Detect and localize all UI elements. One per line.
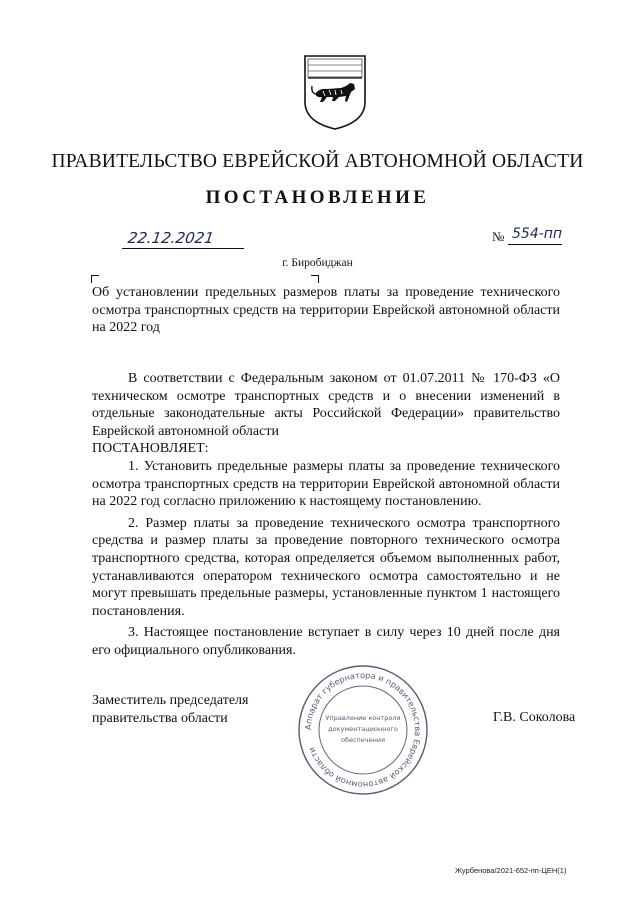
list-item: 1. Установить предельные размеры платы за проведение технического осмотра транспортных средств на территории Еврейской автономной области на 2022 год согласно приложению к настоящему постановлению.	[92, 458, 560, 510]
preamble: В соответствии с Федеральным законом от 01.07.2011 № 170-ФЗ «О техническом осмотре транспортных средств и о внесении изменений в отдельные законодательные акты Российской Федерации» правительство Еврейской автономной области	[92, 371, 560, 439]
document-body	[92, 370, 560, 660]
coat-of-arms-icon	[301, 52, 369, 132]
handwritten-date: 22.12.2021	[126, 229, 216, 247]
subject-corner-left	[91, 275, 99, 283]
position-line-2: правительства области	[92, 710, 228, 726]
document-type-title: ПОСТАНОВЛЕНИЕ	[205, 187, 430, 208]
document-subject: Об установлении предельных размеров платы за проведение технического осмотра транспортных средств на территории Еврейской автономной области на 2022 год	[92, 285, 560, 335]
official-stamp	[293, 660, 433, 800]
date-underline	[122, 248, 244, 249]
list-item: 2. Размер платы за проведение технического осмотра транспортного средства и размер платы за проведение повторного технического осмотра транспортного средства, которая определяется объемом выполненных работ, устанавливаются оператором технического осмотра самостоятельно и не могут превышать предельные размеры, установленные пунктом 1 настоящего постановления.	[92, 515, 560, 619]
stamp-ring-text: Аппарат губернатора и правительства Еврейской автономной области	[302, 669, 424, 791]
organization-title: ПРАВИТЕЛЬСТВО ЕВРЕЙСКОЙ АВТОНОМНОЙ ОБЛАСТИ	[51, 151, 584, 172]
position-line-1: Заместитель председателя	[92, 693, 249, 708]
city: г. Биробиджан	[282, 257, 353, 269]
list-item: 3. Настоящее постановление вступает в силу через 10 дней после дня его официального опубликования.	[92, 625, 560, 658]
signatory-name: Г.В. Соколова	[493, 710, 576, 725]
handwritten-number: 554-пп	[512, 226, 563, 242]
number-label: №	[492, 229, 505, 244]
number-underline	[508, 244, 562, 245]
decree-heading: ПОСТАНОВЛЯЕТ:	[92, 441, 209, 457]
subject-corner-right	[311, 275, 319, 283]
footer-reference: Журбенова/2021-652-пп-ЦЕН(1)	[455, 866, 567, 875]
stamp-center-line-2: документационного	[328, 725, 398, 733]
stamp-center-line-3: обеспечения	[340, 736, 386, 744]
signatory-position	[92, 692, 248, 727]
stamp-center-line-1: Управление контроля	[325, 714, 401, 722]
